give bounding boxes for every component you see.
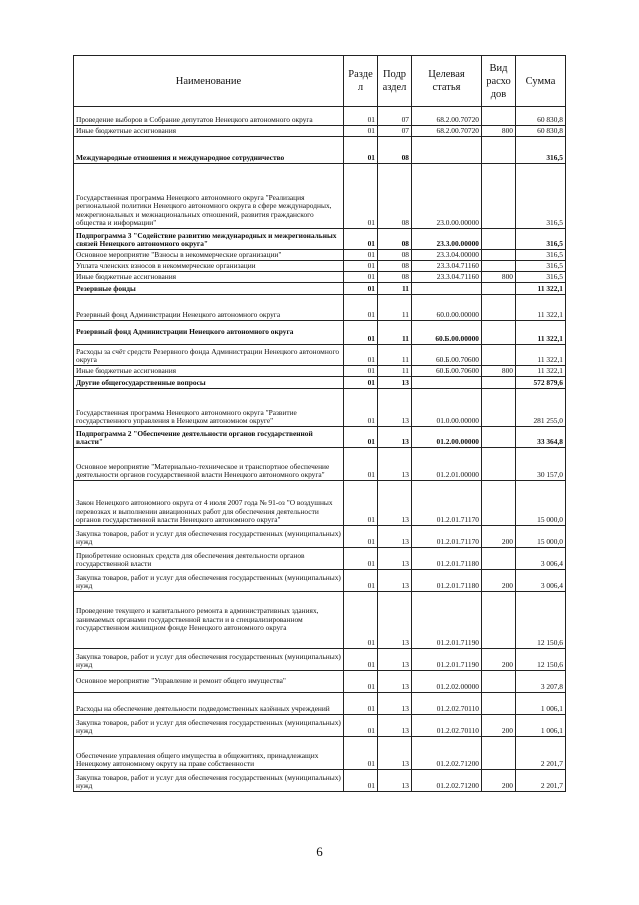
row-razdel: 01: [344, 366, 378, 377]
row-celevaya: 60.Б.00.70600: [412, 345, 482, 366]
header-summa: Сумма: [516, 56, 566, 107]
row-name: Проведение текущего и капитального ремонта в административных зданиях, занимаемых органами государственной власти и в специализированном государственном жилищном фонде Ненецкого автономного округа: [74, 592, 344, 649]
table-row: [74, 737, 566, 770]
row-razdel: 01: [344, 250, 378, 261]
table-row: [74, 715, 566, 737]
row-summa: 60 830,8: [516, 126, 566, 137]
subprogram-row: [74, 229, 566, 250]
row-name: Основное мероприятие "Взносы в некоммерческие организации": [74, 250, 344, 261]
row-podrazdel: 13: [378, 592, 412, 649]
subprogram-row: [74, 427, 566, 448]
row-razdel: 01: [344, 272, 378, 283]
row-summa: 316,5: [516, 272, 566, 283]
row-razdel: 01: [344, 715, 378, 737]
row-name: Резервные фонды: [74, 283, 344, 295]
row-podrazdel: 13: [378, 693, 412, 715]
row-podrazdel: 13: [378, 649, 412, 671]
row-vid: [482, 548, 516, 570]
table-row: [74, 366, 566, 377]
row-razdel: 01: [344, 107, 378, 126]
table-row: [74, 261, 566, 272]
row-vid: [482, 164, 516, 229]
row-razdel: 01: [344, 592, 378, 649]
row-podrazdel: 08: [378, 261, 412, 272]
row-celevaya: 01.2.02.71200: [412, 770, 482, 792]
row-celevaya: [412, 137, 482, 164]
row-name: Иные бюджетные ассигнования: [74, 272, 344, 283]
row-celevaya: 23.3.04.71160: [412, 261, 482, 272]
table-row: [74, 448, 566, 481]
row-vid: [482, 448, 516, 481]
row-vid: [482, 737, 516, 770]
header-name: Наименование: [74, 56, 344, 107]
row-summa: 316,5: [516, 250, 566, 261]
subprogram-row: [74, 321, 566, 345]
row-podrazdel: 13: [378, 448, 412, 481]
row-name: Закупка товаров, работ и услуг для обеспечения государственных (муниципальных) нужд: [74, 770, 344, 792]
row-name: Основное мероприятие "Управление и ремонт общего имущества": [74, 671, 344, 693]
row-summa: 12 150,6: [516, 592, 566, 649]
row-podrazdel: 08: [378, 164, 412, 229]
table-row: [74, 526, 566, 548]
row-vid: 200: [482, 526, 516, 548]
row-podrazdel: 11: [378, 321, 412, 345]
row-razdel: 01: [344, 448, 378, 481]
row-razdel: 01: [344, 345, 378, 366]
row-name: Уплата членских взносов в некоммерческие организации: [74, 261, 344, 272]
row-podrazdel: 11: [378, 366, 412, 377]
header-podrazdel: Подр аздел: [378, 56, 412, 107]
row-podrazdel: 08: [378, 137, 412, 164]
row-vid: 200: [482, 649, 516, 671]
row-summa: 1 006,1: [516, 693, 566, 715]
table-row: [74, 295, 566, 321]
table-row: [74, 570, 566, 592]
row-summa: 316,5: [516, 261, 566, 272]
row-razdel: 01: [344, 693, 378, 715]
row-vid: 200: [482, 715, 516, 737]
table-row: [74, 481, 566, 526]
row-razdel: 01: [344, 570, 378, 592]
row-summa: 316,5: [516, 229, 566, 250]
table-row: [74, 389, 566, 427]
row-celevaya: 01.2.02.70110: [412, 715, 482, 737]
row-summa: 30 157,0: [516, 448, 566, 481]
section-row: [74, 377, 566, 389]
row-name: Подпрограмма 3 "Содействие развитию международных и межрегиональных связей Ненецкого автономного округа": [74, 229, 344, 250]
row-summa: 11 322,1: [516, 295, 566, 321]
row-celevaya: 68.2.00.70720: [412, 126, 482, 137]
row-razdel: 01: [344, 229, 378, 250]
row-summa: 15 000,0: [516, 526, 566, 548]
row-name: Резервный фонд Администрации Ненецкого автономного округа: [74, 295, 344, 321]
section-row: [74, 283, 566, 295]
row-podrazdel: 13: [378, 389, 412, 427]
row-podrazdel: 13: [378, 671, 412, 693]
row-razdel: 01: [344, 261, 378, 272]
row-vid: [482, 693, 516, 715]
row-name: Резервный фонд Администрации Ненецкого автономного округа: [74, 321, 344, 345]
row-podrazdel: 07: [378, 126, 412, 137]
row-name: Расходы на обеспечение деятельности подведомственных казённых учреждений: [74, 693, 344, 715]
table-row: [74, 345, 566, 366]
row-razdel: 01: [344, 126, 378, 137]
row-podrazdel: 11: [378, 295, 412, 321]
table-row: [74, 649, 566, 671]
row-name: Закупка товаров, работ и услуг для обеспечения государственных (муниципальных) нужд: [74, 570, 344, 592]
row-celevaya: 01.2.01.71180: [412, 570, 482, 592]
row-vid: 800: [482, 126, 516, 137]
row-celevaya: 01.2.02.00000: [412, 671, 482, 693]
row-podrazdel: 08: [378, 250, 412, 261]
row-summa: 12 150,6: [516, 649, 566, 671]
section-row: [74, 137, 566, 164]
row-razdel: 01: [344, 321, 378, 345]
row-vid: [482, 671, 516, 693]
row-summa: 33 364,8: [516, 427, 566, 448]
row-celevaya: 01.2.01.00000: [412, 448, 482, 481]
row-summa: 11 322,1: [516, 283, 566, 295]
row-name: Подпрограмма 2 "Обеспечение деятельности органов государственной власти": [74, 427, 344, 448]
row-name: Государственная программа Ненецкого автономного округа "Реализация региональной политики Ненецкого автономного округа в сфере международных, межрегиональных и межнациональных отношений, развития гражданского общества и информации": [74, 164, 344, 229]
row-vid: [482, 427, 516, 448]
row-celevaya: 01.2.01.71190: [412, 649, 482, 671]
row-summa: 11 322,1: [516, 321, 566, 345]
row-vid: [482, 283, 516, 295]
row-podrazdel: 13: [378, 377, 412, 389]
row-celevaya: 01.2.01.71170: [412, 481, 482, 526]
table-row: [74, 770, 566, 792]
table-row: [74, 250, 566, 261]
row-name: Проведение выборов в Собрание депутатов Ненецкого автономного округа: [74, 107, 344, 126]
row-vid: [482, 481, 516, 526]
row-razdel: 01: [344, 427, 378, 448]
row-razdel: 01: [344, 526, 378, 548]
row-vid: 200: [482, 770, 516, 792]
row-podrazdel: 13: [378, 770, 412, 792]
row-razdel: 01: [344, 283, 378, 295]
row-vid: [482, 261, 516, 272]
table-row: [74, 592, 566, 649]
row-podrazdel: 08: [378, 272, 412, 283]
row-summa: 15 000,0: [516, 481, 566, 526]
row-name: Закупка товаров, работ и услуг для обеспечения государственных (муниципальных) нужд: [74, 526, 344, 548]
row-summa: 281 255,0: [516, 389, 566, 427]
row-name: Закон Ненецкого автономного округа от 4 июля 2007 года № 91-оз "О воздушных перевозках и выполнении авиационных работ для обеспечения деятельности органов государственной власти Ненецкого автономного округа": [74, 481, 344, 526]
row-name: Закупка товаров, работ и услуг для обеспечения государственных (муниципальных) нужд: [74, 715, 344, 737]
row-razdel: 01: [344, 295, 378, 321]
row-celevaya: 01.2.02.71200: [412, 737, 482, 770]
row-summa: 316,5: [516, 137, 566, 164]
row-summa: 3 006,4: [516, 570, 566, 592]
table-row: [74, 272, 566, 283]
row-celevaya: 23.0.00.00000: [412, 164, 482, 229]
row-celevaya: 01.2.02.70110: [412, 693, 482, 715]
row-celevaya: [412, 283, 482, 295]
row-name: Расходы за счёт средств Резервного фонда Администрации Ненецкого автономного округа: [74, 345, 344, 366]
row-summa: 2 201,7: [516, 770, 566, 792]
row-vid: [482, 250, 516, 261]
row-celevaya: 60.Б.00.70600: [412, 366, 482, 377]
table-header-row: [74, 56, 566, 107]
row-podrazdel: 13: [378, 427, 412, 448]
table-row: [74, 126, 566, 137]
row-name: Закупка товаров, работ и услуг для обеспечения государственных (муниципальных) нужд: [74, 649, 344, 671]
row-vid: 800: [482, 272, 516, 283]
budget-table: [73, 55, 566, 792]
header-celevaya-statya: Целевая статья: [412, 56, 482, 107]
row-celevaya: 01.2.01.71180: [412, 548, 482, 570]
row-razdel: 01: [344, 737, 378, 770]
row-razdel: 01: [344, 548, 378, 570]
row-podrazdel: 11: [378, 345, 412, 366]
row-razdel: 01: [344, 164, 378, 229]
row-vid: 800: [482, 366, 516, 377]
header-razdel: Разде л: [344, 56, 378, 107]
row-name: Международные отношения и международное сотрудничество: [74, 137, 344, 164]
table-row: [74, 548, 566, 570]
row-razdel: 01: [344, 137, 378, 164]
row-podrazdel: 13: [378, 548, 412, 570]
table-row: [74, 671, 566, 693]
row-summa: 3 006,4: [516, 548, 566, 570]
row-razdel: 01: [344, 649, 378, 671]
row-vid: [482, 345, 516, 366]
row-celevaya: 60.Б.00.00000: [412, 321, 482, 345]
row-vid: 200: [482, 570, 516, 592]
row-name: Другие общегосударственные вопросы: [74, 377, 344, 389]
row-celevaya: 01.2.01.71170: [412, 526, 482, 548]
row-podrazdel: 07: [378, 107, 412, 126]
row-vid: [482, 107, 516, 126]
row-name: Иные бюджетные ассигнования: [74, 126, 344, 137]
row-celevaya: 68.2.00.70720: [412, 107, 482, 126]
table-row: [74, 107, 566, 126]
row-vid: [482, 377, 516, 389]
row-vid: [482, 321, 516, 345]
row-celevaya: 23.3.04.71160: [412, 272, 482, 283]
row-name: Приобретение основных средств для обеспечения деятельности органов государственной власти: [74, 548, 344, 570]
row-razdel: 01: [344, 377, 378, 389]
row-celevaya: [412, 377, 482, 389]
row-podrazdel: 13: [378, 715, 412, 737]
row-razdel: 01: [344, 481, 378, 526]
row-vid: [482, 592, 516, 649]
row-podrazdel: 13: [378, 737, 412, 770]
row-razdel: 01: [344, 671, 378, 693]
row-name: Обеспечение управления общего имущества в общежитиях, принадлежащих Ненецкому автономному округу на праве собственности: [74, 737, 344, 770]
row-razdel: 01: [344, 389, 378, 427]
row-summa: 60 830,8: [516, 107, 566, 126]
page-number: 6: [316, 844, 323, 859]
row-summa: 316,5: [516, 164, 566, 229]
row-celevaya: 01.2.00.00000: [412, 427, 482, 448]
row-vid: [482, 389, 516, 427]
row-celevaya: 23.3.00.00000: [412, 229, 482, 250]
row-summa: 572 879,6: [516, 377, 566, 389]
row-vid: [482, 137, 516, 164]
row-summa: 3 207,8: [516, 671, 566, 693]
row-name: Иные бюджетные ассигнования: [74, 366, 344, 377]
row-podrazdel: 13: [378, 481, 412, 526]
row-celevaya: 23.3.04.00000: [412, 250, 482, 261]
row-summa: 11 322,1: [516, 366, 566, 377]
header-vid-raskhodov: Вид расхо дов: [482, 56, 516, 107]
row-celevaya: 60.0.00.00000: [412, 295, 482, 321]
row-celevaya: 01.0.00.00000: [412, 389, 482, 427]
row-vid: [482, 295, 516, 321]
row-celevaya: 01.2.01.71190: [412, 592, 482, 649]
row-razdel: 01: [344, 770, 378, 792]
row-podrazdel: 11: [378, 283, 412, 295]
row-podrazdel: 08: [378, 229, 412, 250]
row-summa: 11 322,1: [516, 345, 566, 366]
row-name: Основное мероприятие "Материально-техническое и транспортное обеспечение деятельности органов государственной власти Ненецкого автономного округа": [74, 448, 344, 481]
row-summa: 2 201,7: [516, 737, 566, 770]
row-name: Государственная программа Ненецкого автономного округа "Развитие государственного управления в Ненецком автономном округе": [74, 389, 344, 427]
table-row: [74, 693, 566, 715]
row-podrazdel: 13: [378, 526, 412, 548]
row-podrazdel: 13: [378, 570, 412, 592]
row-summa: 1 006,1: [516, 715, 566, 737]
table-row: [74, 164, 566, 229]
row-vid: [482, 229, 516, 250]
